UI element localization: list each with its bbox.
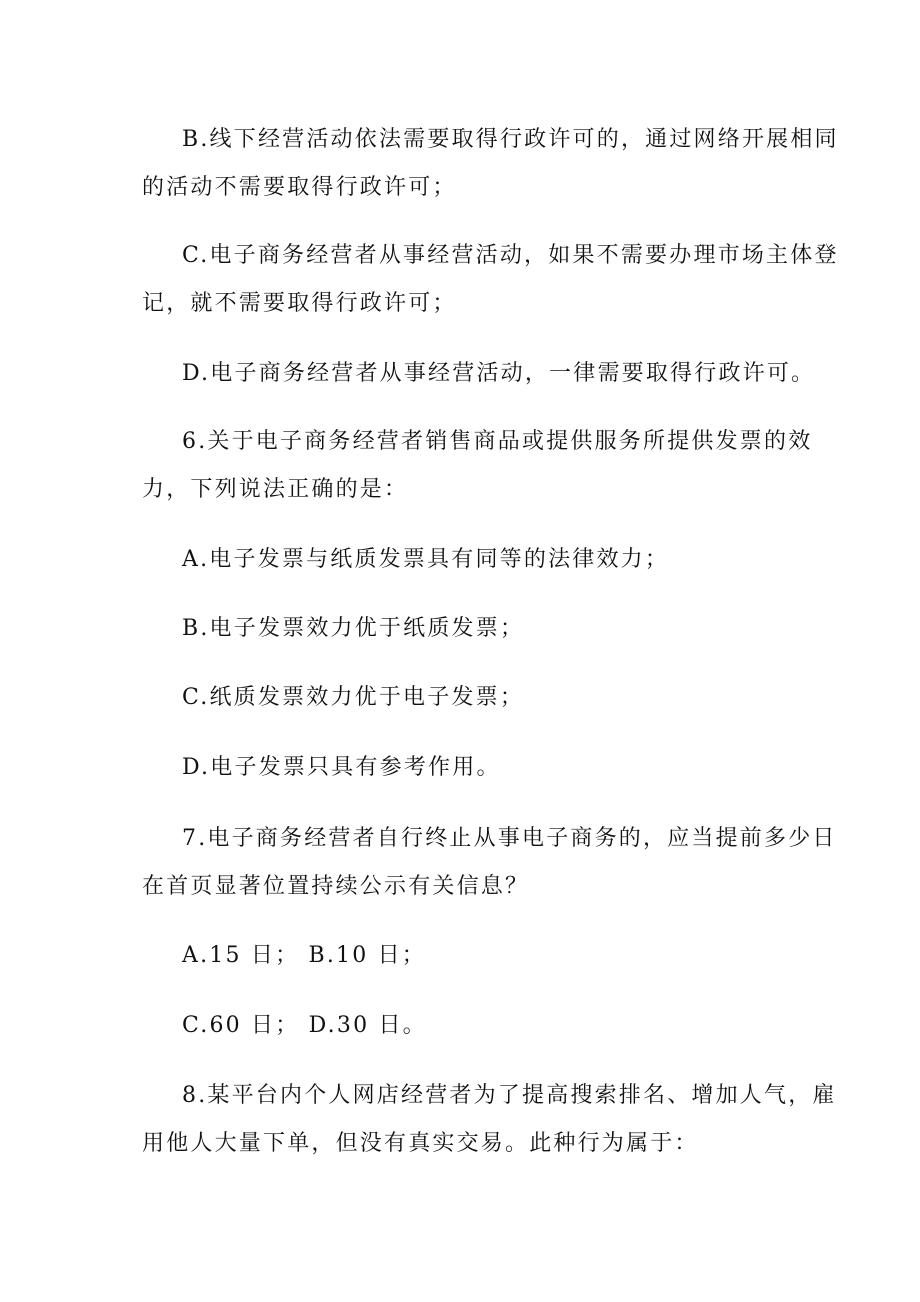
- text-line: 7.电子商务经营者自行终止从事电子商务的，应当提前多少日: [182, 826, 837, 851]
- text-line: D.电子发票只具有参考作用。: [182, 755, 501, 780]
- text-line: A.15 日； B.10 日；: [182, 943, 427, 968]
- text-line: C.60 日； D.30 日。: [182, 1013, 427, 1038]
- q6-option-b: [142, 605, 782, 653]
- text-line: B.线下经营活动依法需要取得行政许可的，通过网络开展相同: [182, 127, 839, 152]
- q6-option-d: [142, 744, 782, 792]
- text-line: A.电子发票与纸质发票具有同等的法律效力；: [182, 547, 670, 572]
- text-line: C.电子商务经营者从事经营活动，如果不需要办理市场主体登: [182, 243, 839, 268]
- text-line: C.纸质发票效力优于电子发票；: [182, 685, 525, 710]
- text-line: 8.某平台内个人网店经营者为了提高搜索排名、增加人气，雇: [182, 1083, 837, 1108]
- q5-option-c: [142, 232, 839, 328]
- q6-option-c: [142, 674, 782, 722]
- text-line: 用他人大量下单，但没有真实交易。此种行为属于：: [142, 1131, 699, 1156]
- q7-options-cd: [142, 1002, 782, 1050]
- q8-question: [142, 1072, 837, 1168]
- text-line: 在首页显著位置持续公示有关信息？: [142, 874, 530, 899]
- q6-option-a: [142, 536, 782, 584]
- text-line: 的活动不需要取得行政许可；: [142, 175, 457, 200]
- text-line: 6.关于电子商务经营者销售商品或提供服务所提供发票的效: [182, 429, 813, 454]
- q5-option-d: [142, 350, 816, 398]
- text-line: D.电子商务经营者从事经营活动，一律需要取得行政许可。: [182, 361, 816, 386]
- text-line: B.电子发票效力优于纸质发票；: [182, 616, 525, 641]
- q7-options-ab: [142, 932, 782, 980]
- text-line: 记，就不需要取得行政许可；: [142, 291, 457, 316]
- text-line: 力，下列说法正确的是：: [142, 477, 409, 502]
- q6-question: [142, 418, 813, 514]
- q7-question: [142, 815, 837, 911]
- q5-option-b: [142, 116, 839, 212]
